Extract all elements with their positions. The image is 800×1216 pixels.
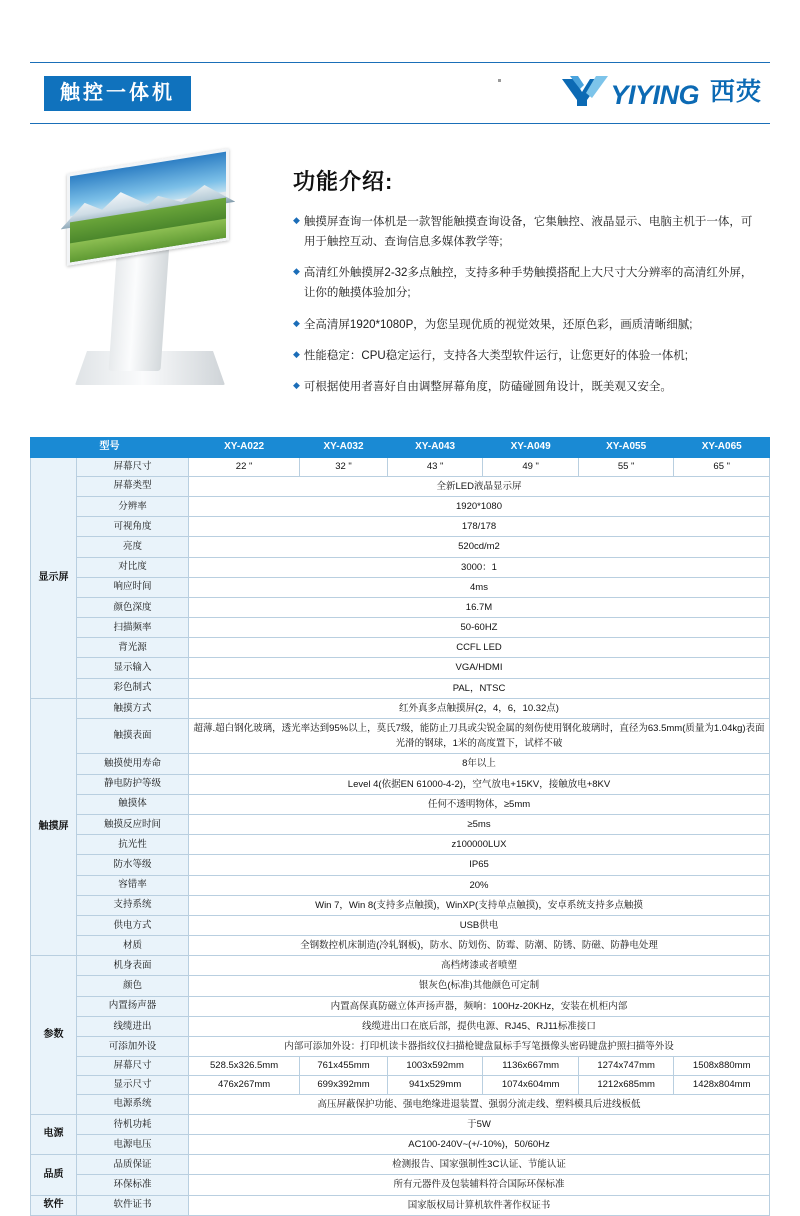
diamond-bullet-icon: ◆ bbox=[293, 266, 300, 277]
spec-row bbox=[31, 597, 770, 617]
spec-row bbox=[31, 1175, 770, 1195]
spec-row bbox=[31, 719, 770, 754]
spec-value-cell: 761x455mm bbox=[300, 1057, 388, 1076]
spec-row bbox=[31, 794, 770, 814]
spec-row bbox=[31, 698, 770, 718]
spec-value-cell: 超薄.超白钢化玻璃，透光率达到95%以上，莫氏7级，能防止刀具或尖锐金属的刻伤使用钢化玻璃时，直径为63.5mm(质量为1.04kg)表面光滑的钢球，1米的高度置下，试样不破 bbox=[189, 719, 770, 754]
spec-value-cell: 高压屏蔽保护功能、强电绝缘进退装置、强弱分流走线、塑料模具后进线板低 bbox=[189, 1094, 770, 1114]
kiosk-stand bbox=[109, 243, 170, 371]
spec-row-label: 可视角度 bbox=[77, 517, 189, 537]
spec-group-label: 参数 bbox=[31, 956, 77, 1115]
spec-value-cell: 银灰色(标准)其他颜色可定制 bbox=[189, 976, 770, 996]
spec-row bbox=[31, 976, 770, 996]
spec-row bbox=[31, 774, 770, 794]
spec-row-label: 触摸表面 bbox=[77, 719, 189, 754]
spec-row bbox=[31, 1075, 770, 1094]
spec-group-label: 触摸屏 bbox=[31, 698, 77, 955]
spec-value-cell: 20% bbox=[189, 875, 770, 895]
spec-value-cell: Win 7，Win 8(支持多点触摸)，WinXP(支持单点触摸)，安卓系统支持多点触摸 bbox=[189, 895, 770, 915]
spec-row-label: 材质 bbox=[77, 936, 189, 956]
spec-value-cell: 65 " bbox=[674, 458, 770, 477]
spec-row-label: 品质保证 bbox=[77, 1155, 189, 1175]
spec-value-cell: 32 " bbox=[300, 458, 388, 477]
feature-text: 高清红外触摸屏2-32多点触控，支持多种手势触摸搭配上大尺寸大分辨率的高清红外屏，让你的触摸体验加分; bbox=[303, 267, 753, 300]
spec-row bbox=[31, 936, 770, 956]
feature-text: 触摸屏查询一体机是一款智能触摸查询设备，它集触控、液晶显示、电脑主机于一体，可用于触控互动、查询信息多媒体教学等; bbox=[303, 216, 753, 249]
spec-value-cell: 1212x685mm bbox=[578, 1075, 674, 1094]
spec-row-label: 抗光性 bbox=[77, 835, 189, 855]
spec-value-cell: 内部可添加外设：打印机读卡器指纹仪扫描枪键盘鼠标手写笔摄像头密码键盘护照扫描等外设 bbox=[189, 1037, 770, 1057]
spec-value-cell: 3000：1 bbox=[189, 557, 770, 577]
spec-row-label: 环保标准 bbox=[77, 1175, 189, 1195]
spec-value-cell: 任何不透明物体，≥5mm bbox=[189, 794, 770, 814]
spec-row-label: 电源电压 bbox=[77, 1135, 189, 1155]
spec-value-cell: 国家版权局计算机软件著作权证书 bbox=[189, 1195, 770, 1215]
spec-row-label: 触摸反应时间 bbox=[77, 814, 189, 834]
spec-value-cell: 线缆进出口在底后部，提供电源、RJ45、RJ11标准接口 bbox=[189, 1016, 770, 1036]
spec-row-label: 颜色 bbox=[77, 976, 189, 996]
spec-value-cell: 1274x747mm bbox=[578, 1057, 674, 1076]
spec-value-cell: 所有元器件及包装辅料符合国际环保标准 bbox=[189, 1175, 770, 1195]
spec-value-cell: 内置高保真防磁立体声扬声器，频响：100Hz-20KHz，安装在机柜内部 bbox=[189, 996, 770, 1016]
spec-value-cell: 50-60HZ bbox=[189, 618, 770, 638]
spec-row bbox=[31, 476, 770, 496]
spec-row-label: 亮度 bbox=[77, 537, 189, 557]
spec-row-label: 可添加外设 bbox=[77, 1037, 189, 1057]
spec-header-row bbox=[31, 438, 770, 458]
spec-row-label: 电源系统 bbox=[77, 1094, 189, 1114]
spec-value-cell: IP65 bbox=[189, 855, 770, 875]
spec-row-label: 扫描频率 bbox=[77, 618, 189, 638]
diamond-bullet-icon: ◆ bbox=[293, 379, 300, 390]
spec-group-label: 电源 bbox=[31, 1114, 77, 1154]
spec-value-cell: 699x392mm bbox=[300, 1075, 388, 1094]
spec-row-label: 背光源 bbox=[77, 638, 189, 658]
brand-logo bbox=[560, 75, 762, 109]
feature-text: 可根据使用者喜好自由调整屏幕角度，防磕碰圆角设计，既美观又安全。 bbox=[303, 380, 672, 393]
spec-value-cell: 8年以上 bbox=[189, 754, 770, 774]
spec-row-label: 显示输入 bbox=[77, 658, 189, 678]
spec-row-label: 支持系统 bbox=[77, 895, 189, 915]
specification-table bbox=[30, 437, 770, 1216]
spec-value-cell: AC100-240V~(+/-10%)，50/60Hz bbox=[189, 1135, 770, 1155]
kiosk-screen bbox=[67, 148, 229, 266]
spec-value-cell: 55 " bbox=[578, 458, 674, 477]
spec-header-cell: XY-A022 bbox=[189, 438, 300, 458]
diamond-bullet-icon: ◆ bbox=[293, 317, 300, 328]
spec-row-label: 屏幕尺寸 bbox=[77, 1057, 189, 1076]
spec-row-label: 触摸方式 bbox=[77, 698, 189, 718]
spec-row-label: 颜色深度 bbox=[77, 597, 189, 617]
spec-group-label: 软件 bbox=[31, 1195, 77, 1215]
spec-value-cell: 1136x667mm bbox=[483, 1057, 579, 1076]
spec-row bbox=[31, 1195, 770, 1215]
spec-row-label: 触摸使用寿命 bbox=[77, 754, 189, 774]
spec-value-cell: 49 " bbox=[483, 458, 579, 477]
spec-value-cell: USB供电 bbox=[189, 915, 770, 935]
spec-row-label: 容错率 bbox=[77, 875, 189, 895]
feature-item bbox=[293, 263, 763, 303]
spec-value-cell: 全新LED液晶显示屏 bbox=[189, 476, 770, 496]
spec-value-cell: 476x267mm bbox=[189, 1075, 300, 1094]
spec-row-label: 供电方式 bbox=[77, 915, 189, 935]
yiying-logo-icon bbox=[560, 75, 612, 109]
feature-item bbox=[293, 212, 763, 252]
spec-value-cell: 43 " bbox=[387, 458, 483, 477]
spec-row bbox=[31, 835, 770, 855]
spec-row bbox=[31, 956, 770, 976]
spec-header-cell: XY-A032 bbox=[300, 438, 388, 458]
spec-row-label: 对比度 bbox=[77, 557, 189, 577]
brand-mark-wrap bbox=[560, 75, 699, 109]
spec-value-cell: CCFL LED bbox=[189, 638, 770, 658]
feature-item bbox=[293, 315, 763, 335]
spec-row bbox=[31, 1094, 770, 1114]
spec-value-cell: 22 " bbox=[189, 458, 300, 477]
spec-value-cell: VGA/HDMI bbox=[189, 658, 770, 678]
spec-value-cell: 941x529mm bbox=[387, 1075, 483, 1094]
spec-row-label: 防水等级 bbox=[77, 855, 189, 875]
spec-row bbox=[31, 678, 770, 698]
spec-row bbox=[31, 1155, 770, 1175]
spec-row bbox=[31, 814, 770, 834]
spec-row-label: 响应时间 bbox=[77, 577, 189, 597]
spec-row-label: 触摸体 bbox=[77, 794, 189, 814]
spec-value-cell: 高档烤漆或者喷塑 bbox=[189, 956, 770, 976]
spec-row bbox=[31, 875, 770, 895]
spec-row-label: 显示尺寸 bbox=[77, 1075, 189, 1094]
spec-row bbox=[31, 517, 770, 537]
feature-item bbox=[293, 377, 763, 397]
spec-value-cell: 1508x880mm bbox=[674, 1057, 770, 1076]
spec-value-cell: 1920*1080 bbox=[189, 496, 770, 516]
spec-row-label: 线缆进出 bbox=[77, 1016, 189, 1036]
spec-row bbox=[31, 895, 770, 915]
spec-value-cell: 520cd/m2 bbox=[189, 537, 770, 557]
spec-row-label: 彩色制式 bbox=[77, 678, 189, 698]
spec-row bbox=[31, 1037, 770, 1057]
spec-group-label: 显示屏 bbox=[31, 458, 77, 699]
spec-row-label: 屏幕尺寸 bbox=[77, 458, 189, 477]
features-section bbox=[293, 165, 763, 408]
spec-row bbox=[31, 754, 770, 774]
spec-row-label: 分辨率 bbox=[77, 496, 189, 516]
spec-value-cell: 1003x592mm bbox=[387, 1057, 483, 1076]
spec-row bbox=[31, 618, 770, 638]
spec-row bbox=[31, 537, 770, 557]
spec-value-cell: 4ms bbox=[189, 577, 770, 597]
spec-value-cell: ≥5ms bbox=[189, 814, 770, 834]
spec-row-label: 屏幕类型 bbox=[77, 476, 189, 496]
spec-row-label: 软件证书 bbox=[77, 1195, 189, 1215]
diamond-bullet-icon: ◆ bbox=[293, 348, 300, 359]
spec-row bbox=[31, 496, 770, 516]
spec-row bbox=[31, 577, 770, 597]
spec-value-cell: 于5W bbox=[189, 1114, 770, 1134]
spec-header-cell: XY-A055 bbox=[578, 438, 674, 458]
brand-chinese-text: 西荧 bbox=[709, 77, 762, 106]
product-illustration bbox=[55, 155, 270, 385]
spec-row bbox=[31, 1114, 770, 1134]
spec-row bbox=[31, 1135, 770, 1155]
spec-value-cell: 16.7M bbox=[189, 597, 770, 617]
spec-value-cell: 178/178 bbox=[189, 517, 770, 537]
spec-row bbox=[31, 1016, 770, 1036]
spec-value-cell: 红外真多点触摸屏(2，4，6，10.32点) bbox=[189, 698, 770, 718]
spec-header-cell: XY-A043 bbox=[387, 438, 483, 458]
spec-group-label: 品质 bbox=[31, 1155, 77, 1195]
page-header bbox=[30, 62, 770, 124]
spec-header-model: 型号 bbox=[31, 438, 189, 458]
feature-text: 全高清屏1920*1080P，为您呈现优质的视觉效果，还原色彩，画质清晰细腻; bbox=[303, 318, 693, 331]
spec-row bbox=[31, 638, 770, 658]
spec-header-cell: XY-A065 bbox=[674, 438, 770, 458]
spec-row bbox=[31, 915, 770, 935]
features-heading: 功能介绍: bbox=[293, 169, 394, 194]
page-title: 触控一体机 bbox=[44, 76, 191, 111]
diamond-bullet-icon: ◆ bbox=[293, 215, 300, 225]
spec-row-label: 内置扬声器 bbox=[77, 996, 189, 1016]
spec-row bbox=[31, 458, 770, 477]
spec-value-cell: Level 4(依据EN 61000-4-2)，空气放电+15KV，接触放电+8KV bbox=[189, 774, 770, 794]
spec-row bbox=[31, 855, 770, 875]
spec-row-label: 静电防护等级 bbox=[77, 774, 189, 794]
spec-value-cell: 检测报告、国家强制性3C认证、节能认证 bbox=[189, 1155, 770, 1175]
spec-value-cell: z100000LUX bbox=[189, 835, 770, 855]
spec-value-cell: 全钢数控机床制造(冷轧钢板)，防水、防划伤、防霉、防潮、防锈、防磁、防静电处理 bbox=[189, 936, 770, 956]
spec-row bbox=[31, 658, 770, 678]
header-dot bbox=[498, 79, 501, 82]
spec-value-cell: 1074x604mm bbox=[483, 1075, 579, 1094]
feature-item bbox=[293, 346, 763, 366]
spec-row bbox=[31, 1057, 770, 1076]
brand-latin-text: YIYING bbox=[610, 80, 699, 110]
spec-value-cell: 528.5x326.5mm bbox=[189, 1057, 300, 1076]
spec-header-cell: XY-A049 bbox=[483, 438, 579, 458]
spec-row bbox=[31, 557, 770, 577]
spec-value-cell: PAL，NTSC bbox=[189, 678, 770, 698]
spec-value-cell: 1428x804mm bbox=[674, 1075, 770, 1094]
spec-row-label: 机身表面 bbox=[77, 956, 189, 976]
spec-row-label: 待机功耗 bbox=[77, 1114, 189, 1134]
feature-text: 性能稳定：CPU稳定运行，支持各大类型软件运行，让您更好的体验一体机; bbox=[303, 349, 688, 362]
spec-row bbox=[31, 996, 770, 1016]
